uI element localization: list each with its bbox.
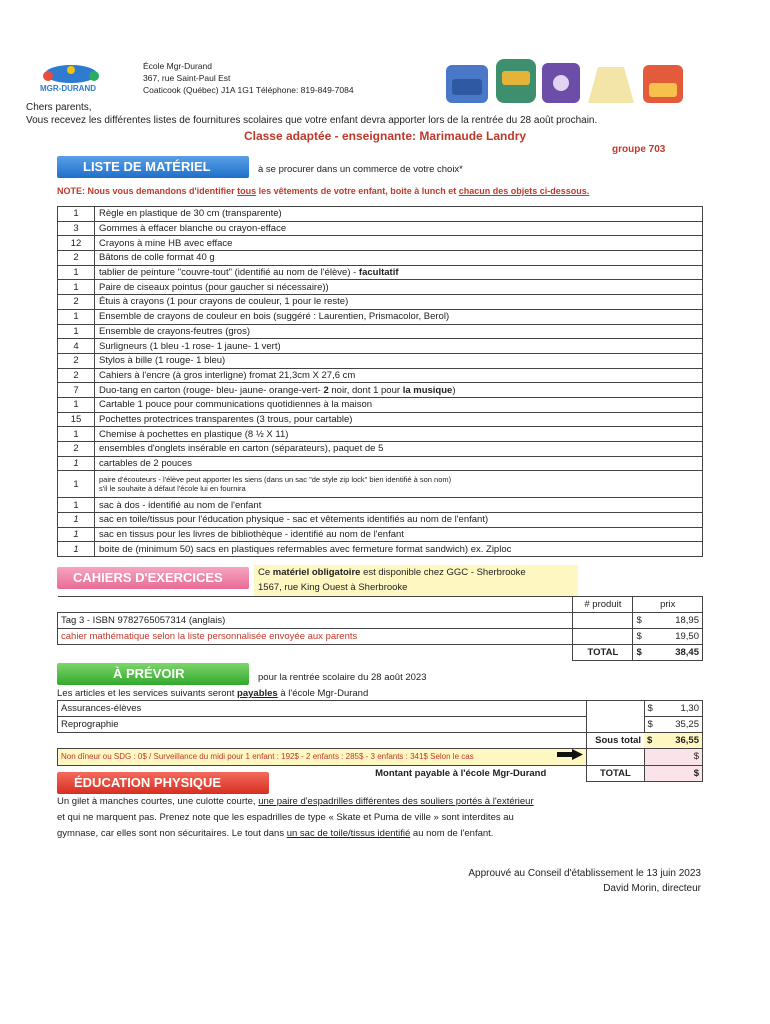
item-description <box>95 221 703 236</box>
table-row <box>58 412 703 427</box>
cahiers-total-label: TOTAL <box>573 645 633 661</box>
item-description <box>95 471 703 498</box>
item-quantity: 1 <box>58 207 95 222</box>
cahier-produit <box>573 629 633 645</box>
item-quantity: 2 <box>58 295 95 310</box>
item-quantity: 4 <box>58 339 95 354</box>
cahier-label: Tag 3 - ISBN 9782765057314 (anglais) <box>58 613 573 629</box>
item-description <box>95 383 703 398</box>
item-text: boite de (minimum 50) sacs en plastiques refermables avec fermeture format sandwich) ex. Ziploc <box>99 543 512 555</box>
item-description <box>95 295 703 310</box>
cahier-produit <box>573 613 633 629</box>
table-row <box>58 471 703 498</box>
dineur-cur-blank <box>644 749 657 766</box>
table-row <box>58 353 703 368</box>
montant-label: Montant payable à l'école Mgr-Durand <box>375 767 547 779</box>
school-city-phone: Coaticook (Québec) J1A 1G1 Téléphone: 819-849-7084 <box>143 85 354 95</box>
table-row <box>58 236 703 251</box>
sous-total: 36,55 <box>657 733 702 749</box>
item-text: sac en toile/tissus pour l'éducation physique - sac et vêtements identifiés au nom de l'enfant) <box>99 514 489 526</box>
item-text: ) <box>452 384 456 396</box>
table-row <box>58 613 703 629</box>
table-row <box>58 629 703 645</box>
education-header: ÉDUCATION PHYSIQUE <box>57 772 269 794</box>
intro-text: Vous recevez les différentes listes de fournitures scolaires que votre enfant devra apporter lors de la rentrée du 28 août prochain. <box>26 115 598 126</box>
table-row <box>58 368 703 383</box>
item-description <box>95 280 703 295</box>
cahiers-spacer <box>58 597 573 613</box>
table-row <box>58 701 703 717</box>
prevoir-table <box>57 700 703 782</box>
table-row <box>58 295 703 310</box>
cahiers-total-cur: $ <box>633 645 647 661</box>
approbation <box>0 866 701 896</box>
item-quantity: 15 <box>58 412 95 427</box>
school-address <box>143 60 354 96</box>
table-row <box>58 456 703 471</box>
prevoir-cur: $ <box>644 701 657 717</box>
item-description <box>95 236 703 251</box>
item-text: Bâtons de colle format 40 g <box>99 252 215 264</box>
item-quantity: 3 <box>58 221 95 236</box>
item-text: ensembles d'onglets insérable en carton (séparateurs), paquet de 5 <box>99 443 384 455</box>
table-row <box>58 383 703 398</box>
edu-line3 <box>57 826 697 842</box>
cahiers-spacer <box>58 645 573 661</box>
item-text: sac à dos - identifié au nom de l'enfant <box>99 499 262 511</box>
cahiers-total: 38,45 <box>647 645 702 661</box>
item-text: Gommes à effacer blanche ou crayon-efface <box>99 223 287 235</box>
greeting: Chers parents, <box>26 102 92 113</box>
item-quantity: 1 <box>58 280 95 295</box>
articles-text <box>57 688 368 699</box>
edu-line2: et qui ne marquent pas. Prenez note que les espadrilles de type « Skate et Puma de ville » sont interdites au <box>57 812 514 823</box>
item-text: Ensemble de crayons-feutres (gros) <box>99 325 251 337</box>
item-description <box>95 207 703 222</box>
cahier-cur: $ <box>633 629 647 645</box>
prevoir-cur: $ <box>644 717 657 733</box>
cahiers-header: CAHIERS D'EXERCICES <box>57 567 249 589</box>
montant-total-label: TOTAL <box>587 766 644 782</box>
item-description <box>95 339 703 354</box>
item-description <box>95 324 703 339</box>
item-quantity: 2 <box>58 353 95 368</box>
item-quantity: 1 <box>58 324 95 339</box>
ggc-pre: Ce <box>258 567 273 578</box>
cahier-price: 18,95 <box>647 613 702 629</box>
school-name: École Mgr-Durand <box>143 61 212 71</box>
item-quantity: 1 <box>58 513 95 528</box>
table-row <box>58 542 703 557</box>
articles-post: à l'école Mgr-Durand <box>277 688 369 699</box>
sous-total-label: Sous total <box>587 733 644 749</box>
item-quantity: 1 <box>58 309 95 324</box>
item-description <box>95 527 703 542</box>
prevoir-price: 1,30 <box>657 701 702 717</box>
note-text <box>57 186 589 196</box>
item-quantity: 2 <box>58 251 95 266</box>
classe-title: Classe adaptée - enseignante: Marimaude Landry <box>243 129 527 143</box>
table-row <box>58 527 703 542</box>
rentree-text: pour la rentrée scolaire du 28 août 2023 <box>258 672 427 683</box>
prevoir-price: 35,25 <box>657 717 702 733</box>
table-row <box>58 442 703 457</box>
sous-total-cur: $ <box>644 733 657 749</box>
groupe-label: groupe 703 <box>612 144 666 155</box>
procurer-text: à se procurer dans un commerce de votre choix* <box>258 164 463 175</box>
prevoir-blank <box>587 701 644 717</box>
item-text: Étuis à crayons (1 pour crayons de couleur, 1 pour le reste) <box>99 296 349 308</box>
item-text: Chemise à pochettes en plastique (8 ½ X 11) <box>99 428 289 440</box>
ggc-address: 1567, rue King Ouest à Sherbrooke <box>258 582 408 593</box>
edu-l3-post: au nom de l'enfant. <box>410 828 494 839</box>
item-text: la musique <box>402 384 453 396</box>
note-pre: NOTE: Nous vous demandons d'identifier <box>57 186 238 196</box>
table-row <box>58 221 703 236</box>
dineur-blank <box>587 749 644 766</box>
item-text: 2 <box>323 384 329 396</box>
ggc-bold: matériel obligatoire <box>272 567 361 578</box>
item-quantity: 12 <box>58 236 95 251</box>
prevoir-blank <box>587 717 644 733</box>
item-quantity: 7 <box>58 383 95 398</box>
articles-pre: Les articles et les services suivants seront <box>57 688 238 699</box>
item-text: Stylos à bille (1 rouge- 1 bleu) <box>99 355 226 367</box>
item-quantity: 1 <box>58 527 95 542</box>
item-text: Pochettes protectrices transparentes (3 trous, pour cartable) <box>99 413 353 425</box>
dineur-text: Non dîneur ou SDG : 0$ / Surveillance du midi pour 1 enfant : 192$ - 2 enfants : 285$ - 3 enfants : 341$ Selon le cas <box>58 749 553 766</box>
note-chacun: chacun des objets ci-dessous. <box>458 186 590 196</box>
item-text: noir, dont 1 pour <box>328 384 403 396</box>
item-text: Paire de ciseaux pointus (pour gaucher si nécessaire)) <box>99 281 329 293</box>
dineur-cur: $ <box>657 749 702 766</box>
table-row <box>58 324 703 339</box>
item-quantity: 1 <box>58 265 95 280</box>
item-description <box>95 412 703 427</box>
table-row <box>58 265 703 280</box>
prevoir-spacer <box>58 733 587 749</box>
item-description <box>95 513 703 528</box>
cahier-cur: $ <box>633 613 647 629</box>
item-description <box>95 456 703 471</box>
item-text: s'il le souhaite à défaut l'école lui en fournira <box>99 484 246 494</box>
montant-cur: $ <box>657 766 702 782</box>
item-description <box>95 251 703 266</box>
item-description <box>95 397 703 412</box>
prevoir-label: Reprographie <box>58 717 587 733</box>
edu-l3-u: un sac de toile/tissus identifié <box>286 828 411 839</box>
prevoir-header: À PRÉVOIR <box>57 663 249 685</box>
table-row <box>58 717 703 733</box>
item-quantity: 1 <box>58 498 95 513</box>
school-logo <box>36 62 106 94</box>
item-description <box>95 498 703 513</box>
item-text: facultatif <box>358 267 399 279</box>
edu-l3-pre: gymnase, car elles sont non sécuritaires. Le tout dans <box>57 828 287 839</box>
item-text: Surligneurs (1 bleu -1 rose- 1 jaune- 1 vert) <box>99 340 281 352</box>
item-description <box>95 265 703 280</box>
materiel-table <box>57 206 703 557</box>
table-row <box>58 427 703 442</box>
ggc-line1 <box>258 565 578 580</box>
item-text: Cahiers à l'encre (à gros interligne) fromat 21,3cm X 27,6 cm <box>99 369 356 381</box>
item-quantity: 2 <box>58 368 95 383</box>
montant-cur-blank <box>644 766 657 782</box>
note-tous: tous <box>237 186 257 196</box>
table-row <box>58 207 703 222</box>
item-quantity: 1 <box>58 542 95 557</box>
note-mid: les vêtements de votre enfant, boite à lunch et <box>256 186 459 196</box>
table-row <box>58 339 703 354</box>
prevoir-label: Assurances-élèves <box>58 701 587 717</box>
item-description <box>95 442 703 457</box>
item-description <box>95 368 703 383</box>
intro <box>26 101 597 127</box>
item-description <box>95 309 703 324</box>
edu-line1 <box>57 794 697 810</box>
item-quantity: 1 <box>58 397 95 412</box>
table-row <box>58 280 703 295</box>
cahiers-table <box>57 596 703 661</box>
liste-materiel-header: LISTE DE MATÉRIEL <box>57 156 249 178</box>
item-text: Crayons à mine HB avec efface <box>99 237 233 249</box>
school-street: 367, rue Saint-Paul Est <box>143 73 231 83</box>
item-text: tablier de peinture "couvre-tout" (identifié au nom de l'élève) - <box>99 267 359 279</box>
table-row <box>58 513 703 528</box>
item-text: sac en tissus pour les livres de bibliothèque - identifié au nom de l'enfant <box>99 529 404 541</box>
table-row <box>58 251 703 266</box>
item-quantity: 2 <box>58 442 95 457</box>
ggc-info <box>254 565 578 596</box>
edu-l1-pre: Un gilet à manches courtes, une culotte courte, <box>57 796 259 807</box>
col-prix: prix <box>633 597 703 613</box>
school-bags-illustration <box>438 55 698 105</box>
edu-l1-u: une paire d'espadrilles différentes des souliers portés à l'extérieur <box>258 796 534 807</box>
item-text: Ensemble de crayons de couleur en bois (suggéré : Laurentien, Prismacolor, Berol) <box>99 311 450 323</box>
item-text: cartables de 2 pouces <box>99 458 192 470</box>
education-text <box>57 794 697 842</box>
item-quantity: 1 <box>58 427 95 442</box>
cahier-price: 19,50 <box>647 629 702 645</box>
approbation-signature: David Morin, directeur <box>603 883 701 894</box>
item-quantity: 1 <box>58 471 95 498</box>
item-description <box>95 427 703 442</box>
item-description <box>95 542 703 557</box>
item-description <box>95 353 703 368</box>
ggc-post: est disponible chez GGC - Sherbrooke <box>360 567 526 578</box>
logo-text: MGR-DURAND <box>40 84 96 93</box>
item-text: Cartable 1 pouce pour communications quotidiennes à la maison <box>99 399 373 411</box>
arrow-right-icon <box>552 749 587 766</box>
item-text: Règle en plastique de 30 cm (transparente) <box>99 208 282 220</box>
col-produit: # produit <box>573 597 633 613</box>
cahier-label: cahier mathématique selon la liste personnalisée envoyée aux parents <box>58 629 573 645</box>
item-text: Duo-tang en carton (rouge- bleu- jaune- orange-vert- <box>99 384 324 396</box>
item-text: paire d'écouteurs - l'élève peut apporter les siens (dans un sac "de style zip lock" bien identifié à son nom) <box>99 475 452 485</box>
table-row <box>58 397 703 412</box>
table-row <box>58 309 703 324</box>
item-quantity: 1 <box>58 456 95 471</box>
approbation-date: Approuvé au Conseil d'établissement le 13 juin 2023 <box>468 868 701 879</box>
articles-payables: payables <box>237 688 278 699</box>
table-row <box>58 498 703 513</box>
